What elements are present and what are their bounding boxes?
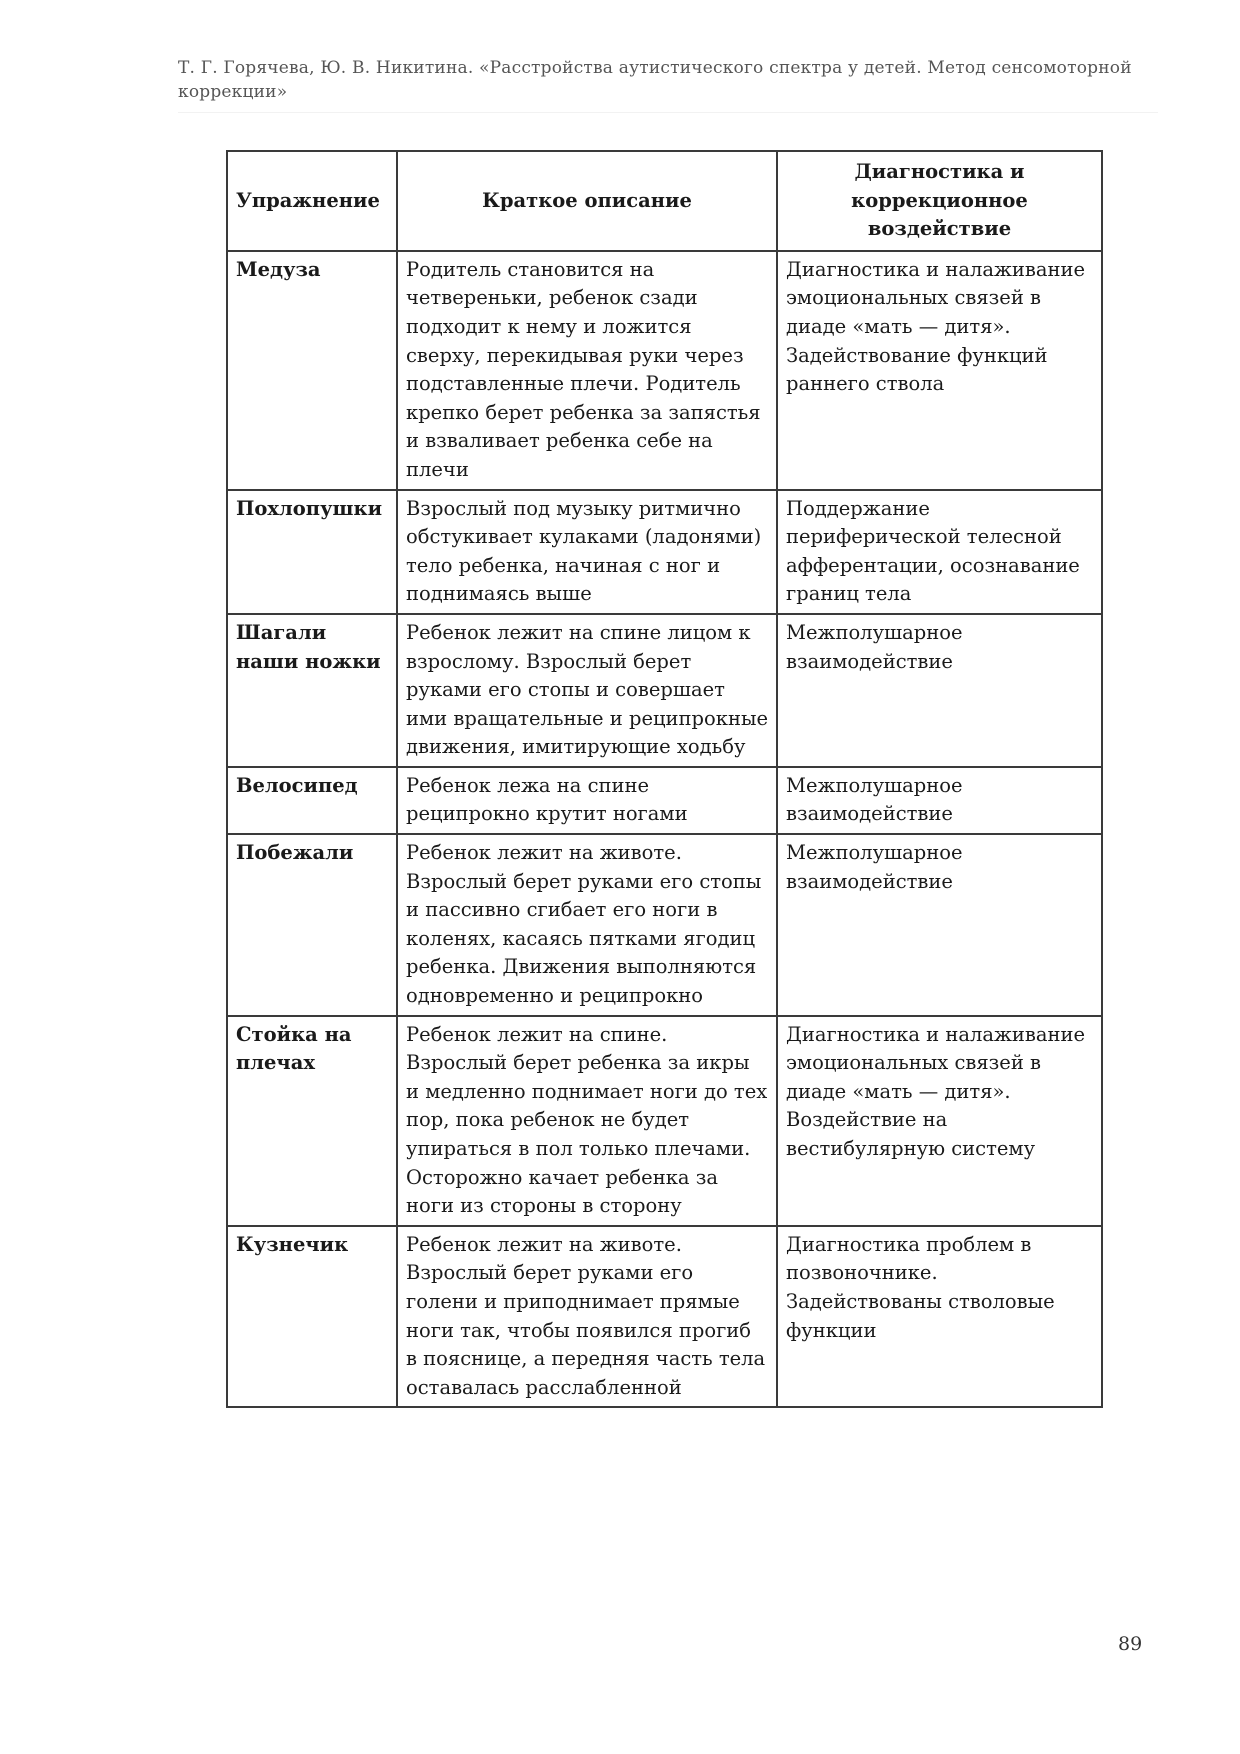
exercise-diagnostics: Межполушарное взаимодействие: [777, 767, 1102, 834]
table-row: [227, 767, 1102, 834]
exercise-description: Ребенок лежит на спине. Взрослый берет ребенка за икры и медленно поднимает ноги до тех пор, пока ребенок не будет упираться в пол только плечами. Осторожно качает ребенка за ноги из стороны в сторону: [397, 1016, 777, 1226]
exercise-diagnostics: Межполушарное взаимодействие: [777, 834, 1102, 1016]
table-row: [227, 1226, 1102, 1408]
exercise-name: Побежали: [227, 834, 397, 1016]
exercise-description: Ребенок лежа на спине реципрокно крутит ногами: [397, 767, 777, 834]
exercise-diagnostics: Межполушарное взаимодействие: [777, 614, 1102, 767]
table-row: [227, 1016, 1102, 1226]
exercise-name: Кузнечик: [227, 1226, 397, 1408]
table-row: [227, 251, 1102, 490]
exercise-name: Похлопушки: [227, 490, 397, 614]
table-row: [227, 614, 1102, 767]
exercise-description: Взрослый под музыку ритмично обстукивает кулаками (ладонями) тело ребенка, начиная с ног и поднимаясь выше: [397, 490, 777, 614]
table-row: [227, 490, 1102, 614]
exercise-diagnostics: Диагностика и налаживание эмоциональных связей в диаде «мать — дитя». Воздействие на вестибулярную систему: [777, 1016, 1102, 1226]
column-header-exercise: Упражнение: [227, 151, 397, 251]
exercise-description: Ребенок лежит на спине лицом к взрослому. Взрослый берет руками его стопы и совершает ими вращательные и реципрокные движения, имитирующие ходьбу: [397, 614, 777, 767]
exercise-name: Шагали наши ножки: [227, 614, 397, 767]
exercise-description: Ребенок лежит на животе. Взрослый берет руками его стопы и пассивно сгибает его ноги в коленях, касаясь пятками ягодиц ребенка. Движения выполняются одновременно и реципрокно: [397, 834, 777, 1016]
exercise-table: [226, 150, 1103, 1408]
page-number: 89: [1118, 1633, 1143, 1655]
exercise-diagnostics: Диагностика проблем в позвоночнике. Задействованы стволовые функции: [777, 1226, 1102, 1408]
table-header-row: [227, 151, 1102, 251]
exercise-diagnostics: Поддержание периферической телесной афферентации, осознавание границ тела: [777, 490, 1102, 614]
column-header-description: Краткое описание: [397, 151, 777, 251]
table-row: [227, 834, 1102, 1016]
exercise-diagnostics: Диагностика и налаживание эмоциональных связей в диаде «мать — дитя». Задействование функций раннего ствола: [777, 251, 1102, 490]
exercise-name: Велосипед: [227, 767, 397, 834]
header-divider: [178, 112, 1158, 113]
column-header-diagnostics: Диагностика и коррекционное воздействие: [777, 151, 1102, 251]
running-header: Т. Г. Горячева, Ю. В. Никитина. «Расстройства аутистического спектра у детей. Метод сенсомоторной коррекции»: [178, 58, 1132, 102]
exercise-name: Медуза: [227, 251, 397, 490]
exercise-description: Ребенок лежит на животе. Взрослый берет руками его голени и приподнимает прямые ноги так, чтобы появился прогиб в пояснице, а передняя часть тела оставалась расслабленной: [397, 1226, 777, 1408]
exercise-description: Родитель становится на четвереньки, ребенок сзади подходит к нему и ложится сверху, перекидывая руки через подставленные плечи. Родитель крепко берет ребенка за запястья и взваливает ребенка себе на плечи: [397, 251, 777, 490]
exercise-table-container: [226, 150, 1101, 1408]
exercise-name: Стойка на плечах: [227, 1016, 397, 1226]
